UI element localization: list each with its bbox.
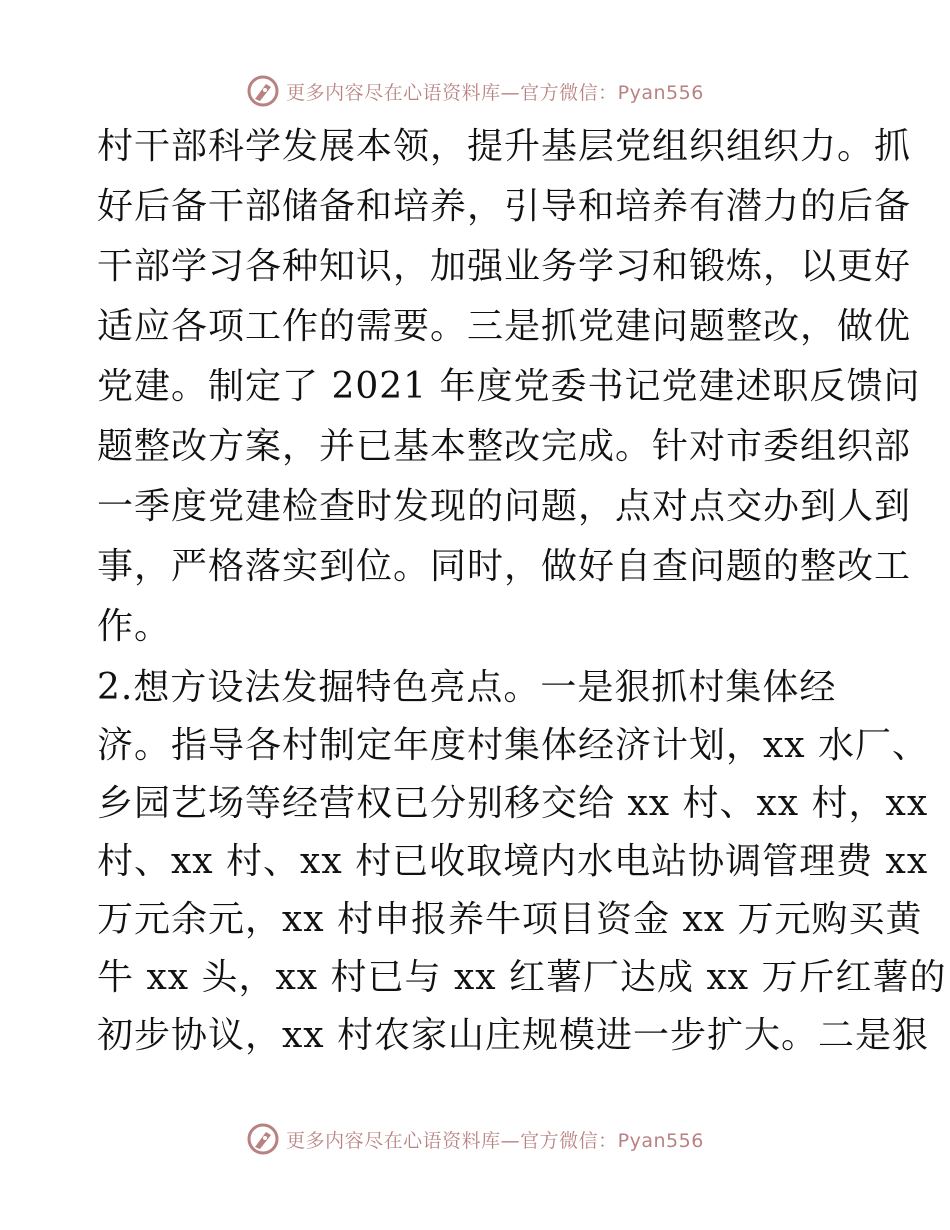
text-line: 事，严格落实到位。同时，做好自查问题的整改工	[97, 546, 912, 587]
text-line: 牛 xx 头，xx 村已与 xx 红薯厂达成 xx 万斤红薯的	[97, 957, 947, 998]
text-line: 好后备干部储备和培养，引导和培养有潜力的后备	[97, 186, 912, 227]
text-line: 2.想方设法发掘特色亮点。一是狠抓村集体经	[97, 667, 837, 708]
footer-watermark	[0, 1119, 950, 1159]
watermark-text: 更多内容尽在心语资料库—官方微信：Pyan556	[286, 81, 704, 104]
pen-nib-circle-icon	[246, 1122, 280, 1156]
text-line: 题整改方案，并已基本整改完成。针对市委组织部	[97, 426, 912, 467]
text-line: 万元余元，xx 村申报养牛项目资金 xx 万元购买黄	[97, 899, 923, 940]
text-line: 适应各项工作的需要。三是抓党建问题整改，做优	[97, 306, 912, 347]
pen-nib-circle-icon	[246, 74, 280, 108]
watermark-text: 更多内容尽在心语资料库—官方微信：Pyan556	[286, 1129, 704, 1152]
text-line: 村、xx 村、xx 村已收取境内水电站协调管理费 xx	[97, 841, 929, 882]
text-line: 干部学习各种知识，加强业务学习和锻炼，以更好	[97, 246, 912, 287]
text-line: 乡园艺场等经营权已分别移交给 xx 村、xx 村，xx	[97, 783, 929, 824]
text-line: 济。指导各村制定年度村集体经济计划，xx 水厂、	[97, 725, 930, 766]
text-line: 党建。制定了 2021 年度党委书记党建述职反馈问	[97, 366, 921, 407]
text-line: 作。	[97, 606, 172, 647]
text-line: 村干部科学发展本领，提升基层党组织组织力。抓	[97, 126, 912, 167]
header-watermark	[0, 71, 950, 111]
text-line: 一季度党建检查时发现的问题，点对点交办到人到	[97, 486, 912, 527]
text-line: 初步协议，xx 村农家山庄规模进一步扩大。二是狠	[97, 1015, 930, 1056]
